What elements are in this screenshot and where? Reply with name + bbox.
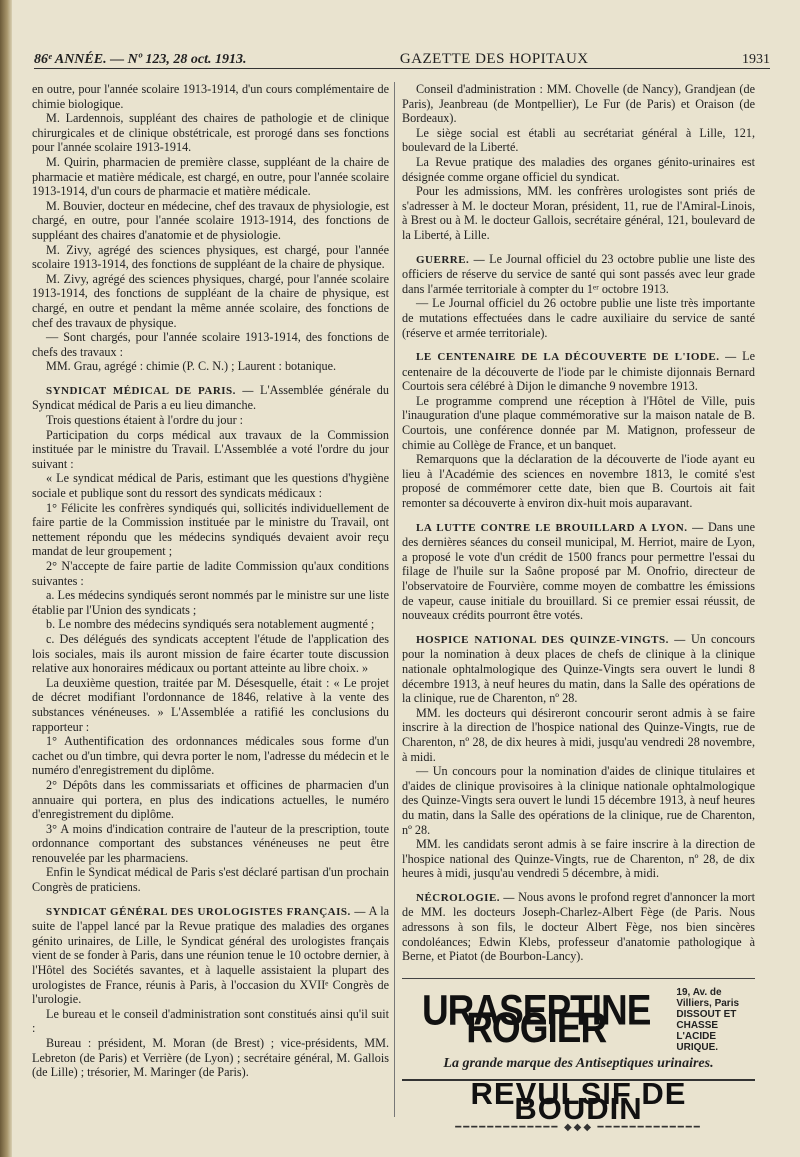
section-brouillard	[402, 520, 755, 623]
paragraph: c. Des délégués des syndicats acceptent l'étude de l'application des lois sociales, mais ils auront mission de faire écarter toute discussion relative aux honoraires médicaux ou portant atteinte au libre choix. »	[32, 631, 389, 676]
paragraph: M. Zivy, agrégé des sciences physiques, chargé, pour l'année scolaire 1913-1914, des fonctions de suppléant de la chaire de physique, est chargé, en outre et pendant la même année scolaire, des fonctions de chef des travaux de physique.	[32, 271, 389, 330]
paragraph: 3° A moins d'indication contraire de l'auteur de la prescription, toute ordonnance comportant des substances vénéneuses ne peut être renouvelée par les pharmaciens.	[32, 821, 389, 865]
paragraph: Enfin le Syndicat médical de Paris s'est déclaré partisan d'un prochain Congrès de praticiens.	[32, 865, 389, 895]
paragraph: 2° N'accepte de faire partie de ladite Commission qu'aux conditions suivantes :	[32, 559, 389, 588]
paragraph: a. Les médecins syndiqués seront nommés par le ministre sur une liste établie par l'Union des syndicats ;	[32, 588, 389, 617]
paragraph: Le programme comprend une réception à l'Hôtel de Ville, puis l'inauguration d'une plaque commémorative sur la maison natale de B. Courtois, une conférence donnée par M. Matignon, professeur de chimie au Collège de France, et un banquet.	[402, 393, 755, 452]
ad-address-block	[676, 987, 755, 1053]
paragraph: Conseil d'administration : MM. Chovelle (de Nancy), Grandjean (de Paris), Jeanbreau (de Montpellier), Le Fur (de Paris) et Oraison (de Bordeaux).	[402, 82, 755, 126]
ad-brand-row	[402, 987, 755, 1053]
section-quinze-vingts	[402, 632, 755, 706]
section-heading: GUERRE. —	[416, 253, 486, 266]
newspaper-page	[14, 0, 800, 1157]
section-lead: Le centenaire de la découverte de l'iode par le chimiste dijonnais Bernard Courtois sera célébré à Dijon le dimanche 9 novembre 1913.	[402, 349, 755, 394]
section-lead: A la suite de l'appel lancé par la Revue pratique des maladies des organes génito urinaires, de Lille, le Syndicat général des urologistes français vient de se fonder à Paris, dans une réunion tenue le 10 octobre dernier, à l'Hôtel des Sociétés savantes, et à laquelle assistaient la plupart des urologistes de France, réunis à Paris, à l'occasion du XVIIᵉ Congrès de l'urologie.	[32, 903, 389, 1007]
column-divider	[394, 82, 395, 1117]
section-heading: LA LUTTE CONTRE LE BROUILLARD A LYON. —	[416, 521, 704, 534]
paragraph: La Revue pratique des maladies des organes génito-urinaires est désignée comme organe officiel du syndicat.	[402, 154, 755, 184]
paragraph: 2° Dépôts dans les commissariats et officines de pharmacien d'un annuaire qui portera, en plus des indications actuelles, le numéro d'enregistrement du diplôme.	[32, 777, 389, 822]
section-heading: HOSPICE NATIONAL DES QUINZE-VINGTS. —	[416, 633, 686, 646]
page-header	[34, 46, 770, 69]
ad-brand-revulsif: REVULSIF DE BOUDIN	[470, 1076, 687, 1127]
paragraph: 1° Félicite les confrères syndiqués qui, sollicités individuellement de faire partie de la Commission instituée par le ministre du Travail, ont nettement répondu que les médecins syndiqués devaient avoir reçu mandat de leur groupement ;	[32, 500, 389, 559]
section-necrologie	[402, 890, 755, 964]
ad-claim-line1: DISSOUT ET CHASSE	[676, 1008, 737, 1031]
ad-claim-line2: L'ACIDE URIQUE.	[676, 1030, 719, 1053]
book-spine	[0, 0, 12, 1157]
paragraph: Le bureau et le conseil d'administration sont constitués ainsi qu'il suit :	[32, 1006, 389, 1036]
ad-tagline: La grande marque des Antiseptiques urinaires.	[443, 1055, 714, 1071]
ad-brand-uraseptine: URASEPTINE ROGIER	[421, 986, 651, 1051]
left-column	[32, 82, 389, 1080]
paragraph: Bureau : président, M. Moran (de Brest) ; vice-présidents, MM. Lebreton (de Paris) et Verrière (de Lyon) ; secrétaire général, M. Gallois (de Lille) ; trésorier, M. Maringer (de Paris).	[32, 1036, 389, 1080]
section-syndicat-urologistes	[32, 904, 389, 1007]
section-heading: NÉCROLOGIE. —	[416, 891, 515, 904]
paragraph: 1° Authentification des ordonnances médicales sous forme d'un cachet ou d'un timbre, qui devra porter le nom, l'adresse du médecin et le numéro d'enregistrement du diplôme.	[32, 734, 389, 778]
paragraph: Pour les admissions, MM. les confrères urologistes sont priés de s'adresser à M. le docteur Moran, président, 11, rue de l'Amiral-Linois, à Brest ou à M. le docteur Gallois, secrétaire général, 121, boulevard de la Liberté, à Lille.	[402, 184, 755, 242]
paragraph: La deuxième question, traitée par M. Désesquelle, était : « Le projet de décret modifiant l'ordonnance de 1846, relative à la vente des substances vénéneuses. » L'Assemblée a ratifié les conclusions du rapporteur :	[32, 675, 389, 734]
right-column	[402, 82, 755, 1135]
journal-title: GAZETTE DES HOPITAUX	[399, 51, 589, 67]
advertisement	[402, 978, 755, 1135]
paragraph: M. Lardennois, suppléant des chaires de pathologie et de clinique chirurgicales et de clinique obstétricale, est prorogé dans ses fonctions pour l'année scolaire 1913-1914.	[32, 111, 389, 155]
paragraph: b. Le nombre des médecins syndiqués sera notablement augmenté ;	[46, 617, 375, 632]
paragraph: M. Bouvier, docteur en médecine, chef des travaux de physiologie, est chargé, en outre, pour l'année scolaire 1913-1914, des fonctions de suppléant des chaires d'anatomie et de physiologie.	[32, 198, 389, 242]
section-heading: LE CENTENAIRE DE LA DÉCOUVERTE DE L'IODE. —	[416, 351, 737, 364]
paragraph: M. Zivy, agrégé des sciences physiques, est chargé, pour l'année scolaire 1913-1914, des fonctions de suppléant de la chaire de physique.	[32, 242, 389, 272]
paragraph: MM. Grau, agrégé : chimie (P. C. N.) ; Laurent : botanique.	[46, 359, 337, 374]
paragraph: en outre, pour l'année scolaire 1913-1914, d'un cours complémentaire de chimie biologique.	[32, 82, 389, 111]
section-syndicat-medical	[32, 383, 389, 413]
paragraph: — Un concours pour la nomination d'aides de clinique titulaires et d'aides de clinique provisoires à la clinique nationale ophtalmologique des Quinze-Vingts sera ouvert le lundi 15 décembre 1913, à neuf heures du matin, dans la Salle des opérations de la clinique, rue de Charenton, nº 28.	[402, 764, 755, 837]
paragraph: — Le Journal officiel du 26 octobre publie une liste très importante de mutations effectuées dans le cadre auxiliaire du service de santé (réserve et armée territoriale).	[402, 296, 755, 340]
issue-info: 86ᵉ ANNÉE. — Nº 123, 28 oct. 1913.	[34, 52, 247, 67]
section-heading: SYNDICAT MÉDICAL DE PARIS. —	[46, 384, 254, 397]
section-lead: L'Assemblée générale du Syndicat médical de Paris a eu lieu dimanche.	[32, 382, 389, 413]
paragraph: Remarquons que la déclaration de la découverte de l'iode ayant eu lieu à l'Académie des sciences en novembre 1813, le comité s'est proposé de commémorer cette date, bien que B. Courtois ait fait remonter sa découverte à environ dix-huit mois auparavant.	[402, 452, 755, 511]
section-heading: SYNDICAT GÉNÉRAL DES UROLOGISTES FRANÇAIS. —	[46, 905, 366, 918]
section-lead: Dans une des dernières séances du conseil municipal, M. Herriot, maire de Lyon, a proposé le vote d'un crédit de 1500 francs pour permettre l'essai du filage de l'huile sur la Saône proposé par M. Onofrio, directeur de l'observatoire de Fourvière, comme moyen de combattre les émissions de vapeur, cause initiale du brouillard. Si ce premier essai réussit, de nouveaux crédits pourront être votés.	[402, 519, 755, 623]
ad-address: 19, Av. de Villiers, Paris	[676, 986, 740, 1009]
paragraph: Participation du corps médical aux travaux de la Commission instituée par le ministre du Travail. L'Assemblée a voté l'ordre du jour suivant :	[32, 427, 389, 471]
page-number: 1931	[742, 52, 770, 67]
paragraph: Trois questions étaient à l'ordre du jour :	[46, 413, 244, 428]
section-guerre	[402, 252, 755, 297]
paragraph: « Le syndicat médical de Paris, estimant que les questions d'hygiène sociale et publique sont du ressort des syndicats médicaux :	[32, 471, 389, 501]
section-iode	[402, 349, 755, 394]
paragraph: MM. les candidats seront admis à se faire inscrire à la direction de l'hospice national des Quinze-Vingts, rue de Charenton, nº 28, de dix heures à midi, jusqu'au vendredi 5 décembre, à midi.	[402, 837, 755, 881]
paragraph: MM. les docteurs qui désireront concourir seront admis à se faire inscrire à la direction de l'hospice national des Quinze-Vingts, rue de Charenton, nº 28, de dix heures à midi, jusqu'au vendredi 28 novembre, à midi.	[402, 705, 755, 764]
section-lead: Nous avons le profond regret d'annoncer la mort de MM. les docteurs Joseph-Charlez-Albert Fège (de Paris. Nous adressons à son fils, le docteur Albert Fège, nos bien sincères condoléances; Edwin Klebs, professeur d'anatomie pathologique à Berne, et Piatot (de Bourbon-Lancy).	[402, 889, 755, 964]
section-lead: Le Journal officiel du 23 octobre publie une liste des officiers de réserve du service de santé qui sont passés avec leur grade dans l'armée territoriale à compter du 1ᵉʳ octobre 1913.	[402, 251, 756, 296]
ornament-divider-icon: ━━━━━━━━━━━━━ ◆◆◆ ━━━━━━━━━━━━━	[455, 1121, 702, 1133]
paragraph: — Sont chargés, pour l'année scolaire 1913-1914, des fonctions de chefs des travaux :	[32, 330, 389, 359]
paragraph: Le siège social est établi au secrétariat général à Lille, 121, boulevard de la Liberté.	[402, 125, 755, 155]
paragraph: M. Quirin, pharmacien de première classe, suppléant de la chaire de pharmacie et matière médicale, est chargé, en outre, pour l'année scolaire 1913-1914, d'un cours de pharmacie et matière médicale.	[32, 154, 389, 199]
section-lead: Un concours pour la nomination à deux places de chefs de clinique à la clinique nationale ophtalmologique des Quinze-Vingts sera ouvert le lundi 8 décembre 1913, à neuf heures du matin, dans la Salle des opérations de la clinique, rue de Charenton, nº 28.	[402, 631, 755, 706]
